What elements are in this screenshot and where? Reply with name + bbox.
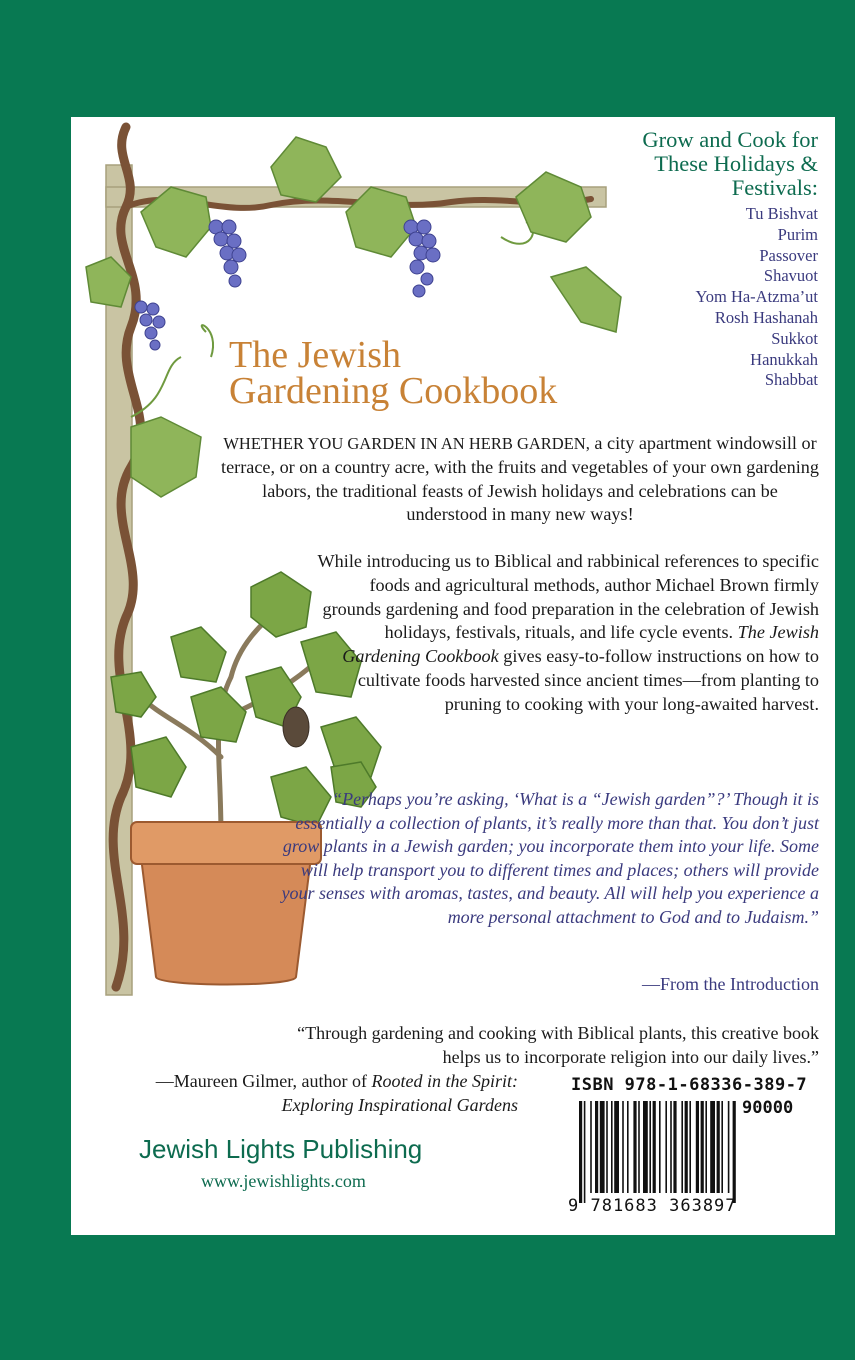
publisher-name: Jewish Lights Publishing xyxy=(139,1134,423,1164)
barcode-bar xyxy=(584,1101,586,1203)
holiday-item: Passover xyxy=(759,245,818,265)
description-paragraph-2 xyxy=(307,550,819,717)
barcode-bar xyxy=(579,1101,582,1203)
holiday-item: Purim xyxy=(777,224,818,244)
paragraph-text: a city apartment windowsill or terrace, or on a country acre, with the fruits and vegetables of your own gardening labors, the traditional feasts of Jewish holidays and celebrations can be understood in many new ways! xyxy=(221,433,819,525)
barcode-bar xyxy=(643,1101,648,1193)
barcode-bar xyxy=(622,1101,624,1193)
holiday-item: Sukkot xyxy=(771,328,818,348)
barcode-bar xyxy=(701,1101,704,1193)
holiday-item: Tu Bishvat xyxy=(745,204,818,223)
paragraph-text: gives easy-to-follow instructions on how to cultivate foods harvested since ancient times—from planting to pruning to cooking with your long-awaited harvest. xyxy=(357,646,819,714)
holidays-heading-line: Festivals: xyxy=(731,175,818,200)
barcode-bar xyxy=(717,1101,720,1193)
introduction-attribution: —From the Introduction xyxy=(642,974,819,994)
barcode-bar xyxy=(665,1101,667,1193)
holiday-item: Hanukkah xyxy=(750,349,818,369)
back-cover-panel xyxy=(71,117,835,1235)
barcode-bar xyxy=(595,1101,598,1193)
holiday-item: Shavuot xyxy=(763,266,818,286)
barcode-bar xyxy=(611,1101,613,1193)
barcode-bar xyxy=(659,1101,661,1193)
ean-digits: 9 781683 363897 xyxy=(568,1196,737,1216)
holidays-heading-line: Grow and Cook for xyxy=(642,127,818,152)
barcode-bar xyxy=(649,1101,651,1193)
barcode-icon xyxy=(579,1101,819,1203)
barcode-bar xyxy=(606,1101,608,1193)
endorsement-book-title: Rooted in the Spirit: xyxy=(371,1071,518,1091)
book-title xyxy=(229,334,558,412)
book-title-italic: The Jewish Gardening Cookbook xyxy=(342,622,819,667)
barcode-bar xyxy=(614,1101,619,1193)
barcode-bar xyxy=(728,1101,730,1193)
barcode-bar xyxy=(627,1101,629,1193)
barcode-bar xyxy=(721,1101,723,1193)
isbn-number: ISBN 978-1-68336-389-7 xyxy=(571,1075,808,1095)
barcode-bar xyxy=(710,1101,715,1193)
endorsement-quote: “Through gardening and cooking with Biblical plants, this creative book helps us to incorporate religion into our daily lives.” xyxy=(297,1023,819,1067)
endorsement-book-title: Exploring Inspirational Gardens xyxy=(281,1094,518,1115)
barcode-bar xyxy=(633,1101,636,1193)
barcode-bar xyxy=(681,1101,683,1193)
publisher-url: www.jewishlights.com xyxy=(201,1171,366,1191)
holiday-item: Shabbat xyxy=(764,370,818,390)
barcode-bar xyxy=(673,1101,676,1193)
introduction-quote: “Perhaps you’re asking, ‘What is a “Jewish garden”?’ Though it is essentially a collection of plants, it’s really more than that. You don’t just grow plants in a Jewish garden; you incorporate them into your life. Some will help transport you to different times and places; others will provide your senses with aromas, tastes, and beauty. All will help you experience a more personal attachment to God and to Judaism.” xyxy=(281,789,819,927)
description-paragraph-1 xyxy=(221,432,819,527)
barcode-bar xyxy=(685,1101,688,1193)
holidays-list xyxy=(618,204,818,391)
holiday-item: Yom Ha-Atzma’ut xyxy=(695,287,818,307)
barcode-bar xyxy=(689,1101,691,1193)
holiday-item: Rosh Hashanah xyxy=(714,307,818,327)
barcode-bar xyxy=(638,1101,640,1193)
endorsement-author xyxy=(81,1070,518,1117)
book-title-line: The Jewish xyxy=(229,334,402,376)
endorsement-author-name: —Maureen Gilmer, author of xyxy=(155,1071,372,1091)
holidays-heading xyxy=(558,128,818,200)
barcode-price-code: 90000 xyxy=(742,1098,794,1118)
barcode-bar xyxy=(670,1101,672,1193)
barcode-bar xyxy=(705,1101,707,1193)
paragraph-lead-in: WHETHER YOU GARDEN IN AN HERB GARDEN, xyxy=(223,434,590,453)
paragraph-text: While introducing us to Biblical and rabbinical references to specific foods and agricultural methods, author Michael Brown firmly grounds gardening and food preparation in the celebration of Jewish holidays, festivals, rituals, and life cycle events. xyxy=(317,551,819,643)
holidays-heading-line: These Holidays & xyxy=(654,151,818,176)
barcode-bar xyxy=(590,1101,592,1193)
barcode-bar xyxy=(696,1101,699,1193)
barcode-bar xyxy=(733,1101,736,1203)
barcode-bar xyxy=(600,1101,605,1193)
barcode-bar xyxy=(653,1101,656,1193)
book-title-line: Gardening Cookbook xyxy=(229,370,558,412)
